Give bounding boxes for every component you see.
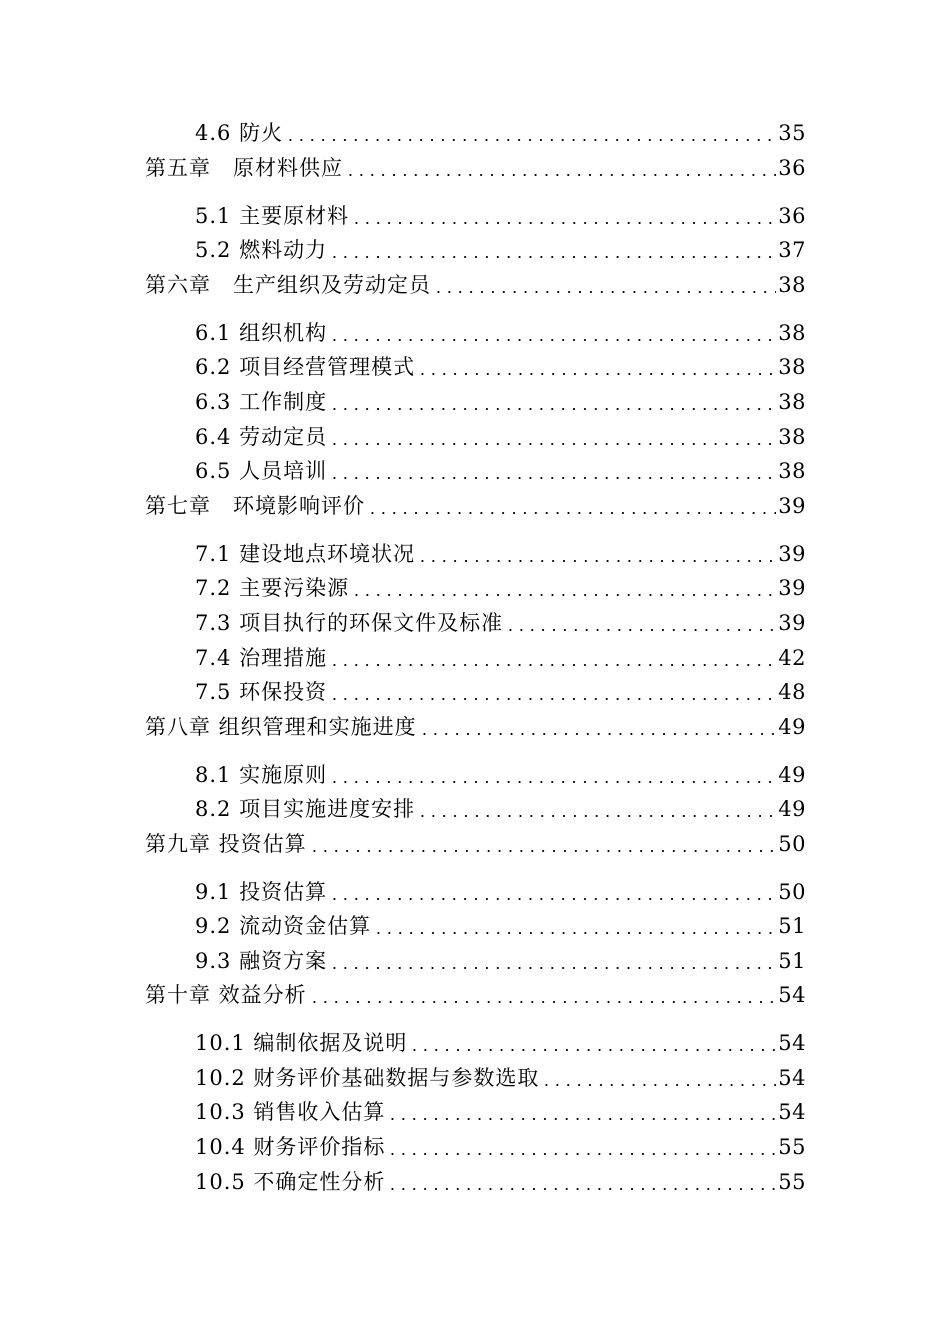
toc-entry [145, 490, 806, 520]
toc-entry [195, 910, 806, 940]
toc-entry [195, 317, 806, 347]
toc-entry-page: 39 [778, 576, 806, 600]
toc-entry-title: 7.4 治理措施 [195, 646, 328, 670]
toc-entry-title: 6.2 项目经营管理模式 [195, 355, 416, 379]
toc-entry-title: 8.1 实施原则 [195, 763, 328, 787]
toc-entry-page: 38 [778, 273, 806, 297]
dot-leader [387, 1098, 776, 1126]
toc-entry-title: 7.5 环保投资 [195, 680, 328, 704]
dot-leader [367, 492, 776, 520]
dot-leader [351, 202, 776, 230]
dot-leader [409, 1029, 776, 1057]
toc-entry-title: 10.1 编制依据及说明 [195, 1031, 408, 1055]
toc-entry-title: 第五章 原材料供应 [145, 156, 343, 180]
dot-leader [285, 119, 776, 147]
toc-entry-page: 37 [778, 238, 806, 262]
toc-entry [195, 1131, 806, 1161]
dot-leader [351, 574, 776, 602]
toc-entry-page: 35 [778, 121, 806, 145]
toc-entry [195, 1027, 806, 1057]
toc-entry-title: 8.2 项目实施进度安排 [195, 797, 416, 821]
toc-entry-title: 第九章 投资估算 [145, 832, 307, 856]
dot-leader [433, 271, 776, 299]
toc-entry [195, 200, 806, 230]
toc-entry-page: 39 [778, 494, 806, 518]
dot-leader [419, 713, 776, 741]
toc-entry-title: 6.3 工作制度 [195, 390, 328, 414]
toc-entry-page: 54 [778, 1031, 806, 1055]
toc-entry-page: 49 [778, 797, 806, 821]
toc-entry-title: 10.3 销售收入估算 [195, 1100, 386, 1124]
toc-entry [195, 538, 806, 568]
toc-entry-page: 50 [778, 832, 806, 856]
dot-leader [387, 1133, 776, 1161]
toc-entry [195, 759, 806, 789]
toc-entry-page: 51 [778, 949, 806, 973]
toc-entry [145, 711, 806, 741]
toc-entry-page: 54 [778, 983, 806, 1007]
toc-entry-title: 第十章 效益分析 [145, 983, 307, 1007]
toc-entry [145, 269, 806, 299]
toc-entry-page: 38 [778, 459, 806, 483]
toc-entry [195, 1166, 806, 1196]
dot-leader [417, 540, 776, 568]
dot-leader [329, 457, 776, 485]
toc-entry-title: 5.2 燃料动力 [195, 238, 328, 262]
toc-entry-title: 9.1 投资估算 [195, 880, 328, 904]
dot-leader [329, 388, 776, 416]
toc-entry-page: 55 [778, 1135, 806, 1159]
dot-leader [329, 878, 776, 906]
dot-leader [309, 981, 776, 1009]
toc-entry [195, 876, 806, 906]
toc-entry-title: 6.1 组织机构 [195, 321, 328, 345]
toc-entry [195, 945, 806, 975]
toc-entry [195, 421, 806, 451]
toc-entry-page: 38 [778, 321, 806, 345]
toc-entry-title: 4.6 防火 [195, 121, 284, 145]
toc-entry-title: 7.3 项目执行的环保文件及标准 [195, 611, 504, 635]
toc-entry [195, 572, 806, 602]
dot-leader [329, 947, 776, 975]
toc-entry [195, 1096, 806, 1126]
toc-entry-title: 7.1 建设地点环境状况 [195, 542, 416, 566]
toc-entry [145, 152, 806, 182]
toc-entry-page: 38 [778, 390, 806, 414]
toc-entry-page: 50 [778, 880, 806, 904]
toc-entry [195, 117, 806, 147]
dot-leader [373, 912, 776, 940]
toc-entry-page: 38 [778, 355, 806, 379]
dot-leader [329, 423, 776, 451]
dot-leader [387, 1168, 776, 1196]
dot-leader [329, 236, 776, 264]
toc-entry-title: 7.2 主要污染源 [195, 576, 350, 600]
toc-entry-title: 10.4 财务评价指标 [195, 1135, 386, 1159]
dot-leader [541, 1064, 776, 1092]
toc-entry-page: 42 [778, 646, 806, 670]
toc-entry [195, 676, 806, 706]
toc-entry-title: 10.2 财务评价基础数据与参数选取 [195, 1066, 540, 1090]
toc-entry-title: 第七章 环境影响评价 [145, 494, 365, 518]
toc-entry-title: 9.3 融资方案 [195, 949, 328, 973]
toc-entry [195, 234, 806, 264]
toc-entry [195, 1062, 806, 1092]
toc-entry [195, 386, 806, 416]
toc-entry-page: 51 [778, 914, 806, 938]
toc-entry-title: 6.4 劳动定员 [195, 425, 328, 449]
toc-entry-page: 38 [778, 425, 806, 449]
toc-entry [195, 607, 806, 637]
toc-entry-page: 36 [778, 156, 806, 180]
toc-entry [195, 351, 806, 381]
dot-leader [345, 154, 776, 182]
dot-leader [417, 353, 776, 381]
toc-entry-title: 9.2 流动资金估算 [195, 914, 372, 938]
toc-entry-page: 48 [778, 680, 806, 704]
toc-entry-title: 6.5 人员培训 [195, 459, 328, 483]
toc-entry-page: 39 [778, 542, 806, 566]
toc-entry [145, 979, 806, 1009]
toc-entry-page: 39 [778, 611, 806, 635]
dot-leader [329, 678, 776, 706]
toc-entry-page: 54 [778, 1100, 806, 1124]
toc-entry-page: 49 [778, 763, 806, 787]
toc-entry-title: 第八章 组织管理和实施进度 [145, 715, 417, 739]
toc-entry-page: 36 [778, 204, 806, 228]
dot-leader [309, 830, 776, 858]
toc-entry-title: 10.5 不确定性分析 [195, 1170, 386, 1194]
dot-leader [417, 795, 776, 823]
toc-entry-page: 54 [778, 1066, 806, 1090]
dot-leader [329, 319, 776, 347]
toc-entry [145, 828, 806, 858]
dot-leader [329, 761, 776, 789]
toc-entry-title: 第六章 生产组织及劳动定员 [145, 273, 431, 297]
toc-entry [195, 793, 806, 823]
toc-entry-page: 49 [778, 715, 806, 739]
dot-leader [329, 644, 776, 672]
dot-leader [505, 609, 776, 637]
toc-entry-page: 55 [778, 1170, 806, 1194]
toc-entry [195, 455, 806, 485]
toc-entry [195, 642, 806, 672]
toc-entry-title: 5.1 主要原材料 [195, 204, 350, 228]
